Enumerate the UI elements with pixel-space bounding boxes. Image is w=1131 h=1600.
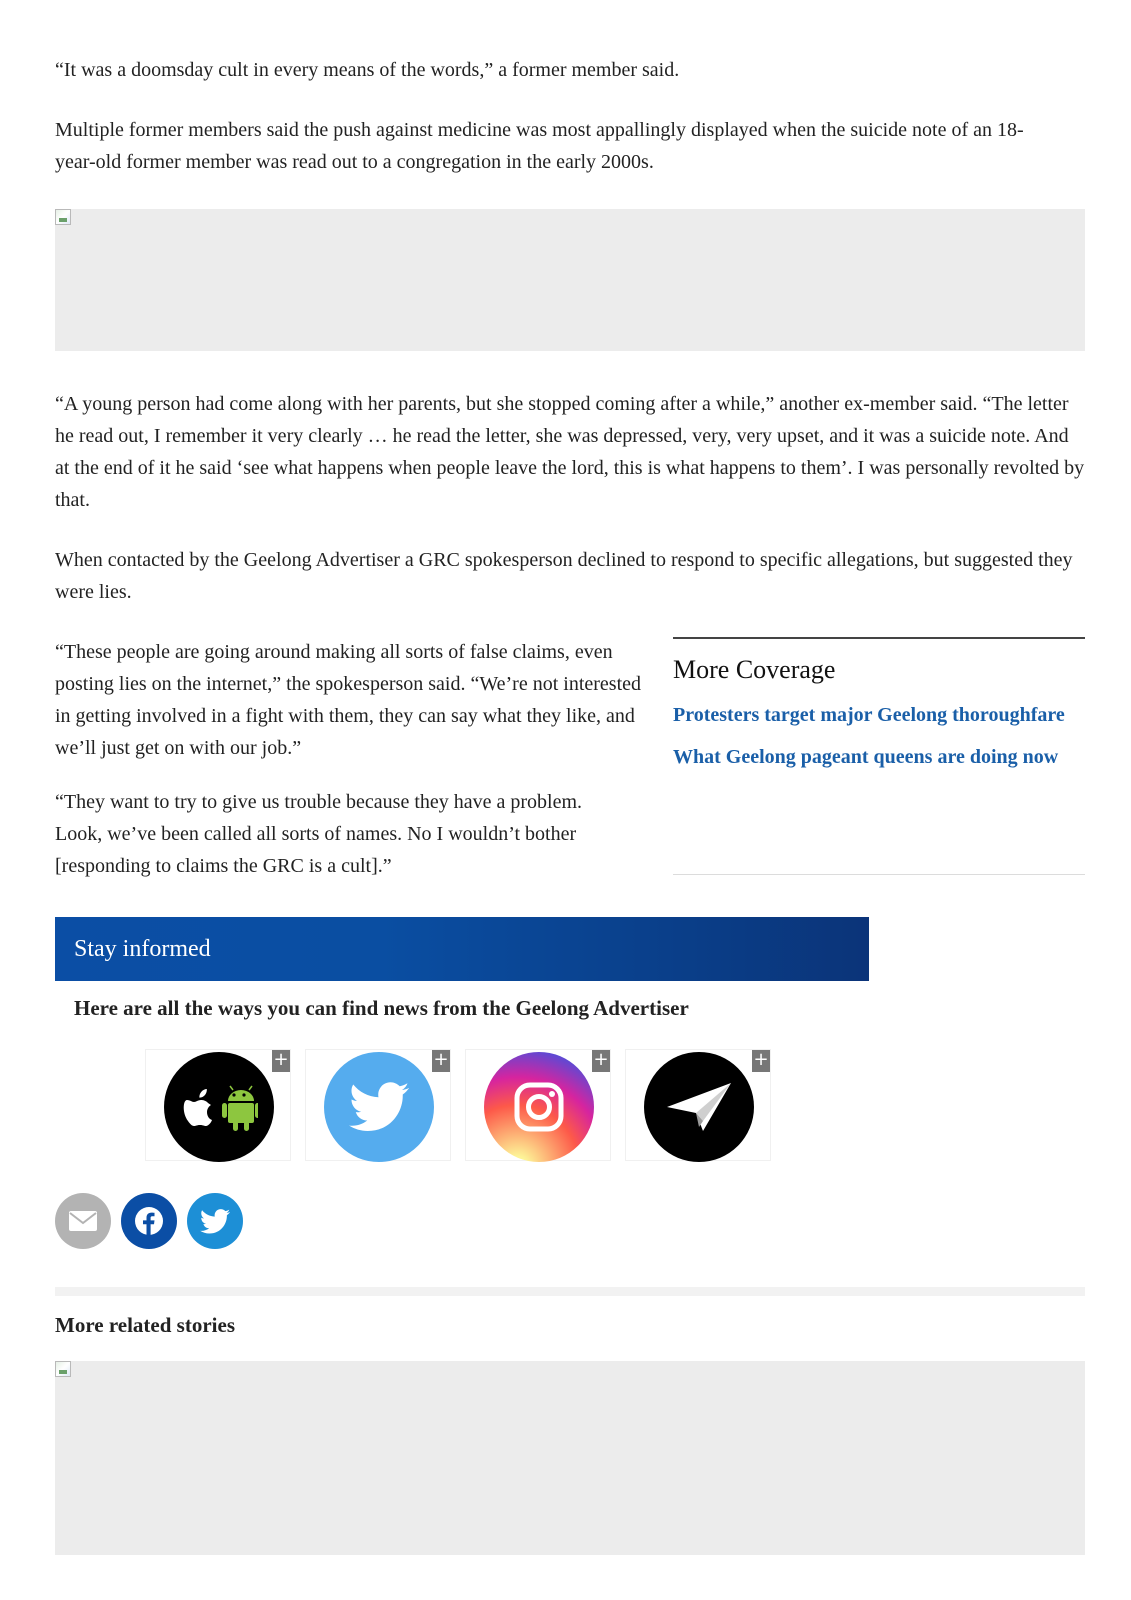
article-paragraph: “They want to try to give us trouble because they have a problem. Look, we’ve been called all sorts of names. No I wouldn’t bother [responding to claims the GRC is a cult].” (55, 791, 583, 877)
twitter-follow-tile[interactable] (305, 1049, 451, 1161)
instagram-follow-tile[interactable] (465, 1049, 611, 1161)
add-icon: + (433, 1049, 449, 1070)
related-story-image[interactable] (55, 1361, 1085, 1555)
more-coverage-box (673, 637, 1085, 875)
broken-image-icon (55, 209, 71, 225)
add-icon: + (593, 1049, 609, 1070)
article-paragraph: “A young person had come along with her parents, but she stopped coming after a while,” another ex-member said. “The letter he read out, I remember it very clearly … he read the letter, she was depressed, very, very upset, and it was a suicide note. And at the end of it he said ‘see what happens when people leave the lord, this is what happens to them’. I was personally revolted by that. (55, 393, 1085, 511)
follow-channels (145, 1049, 771, 1161)
twitter-icon (324, 1052, 434, 1162)
paper-plane-icon (644, 1052, 754, 1162)
article-paragraph: Multiple former members said the push against medicine was most appallingly displayed when the suicide note of an 18-year-old former member was read out to a congregation in the early 2000s. (55, 119, 1024, 173)
broken-image-icon (55, 1361, 71, 1377)
article-paragraph-group (55, 636, 655, 904)
apple-android-icon (164, 1052, 274, 1162)
article-paragraph: “These people are going around making all sorts of false claims, even posting lies on the internet,” the spokesperson said. “We’re not interested in getting involved in a fight with them, they can say what they like, and we’ll just get on with our job.” (55, 641, 642, 759)
article-image[interactable] (55, 209, 1085, 351)
more-coverage-link[interactable]: Protesters target major Geelong thoroughfare (673, 704, 1065, 726)
article-paragraph: “It was a doomsday cult in every means of the words,” a former member said. (55, 59, 680, 81)
email-icon (68, 1210, 98, 1232)
stay-informed-subtitle: Here are all the ways you can find news from the Geelong Advertiser (74, 996, 689, 1020)
related-stories-title: More related stories (55, 1313, 235, 1337)
stay-informed-banner: Stay informed (55, 917, 869, 981)
twitter-share-button[interactable] (187, 1193, 243, 1249)
more-coverage-link[interactable]: What Geelong pageant queens are doing now (673, 746, 1059, 768)
add-icon: + (273, 1049, 289, 1070)
article-paragraph: When contacted by the Geelong Advertiser a GRC spokesperson declined to respond to specific allegations, but suggested they were lies. (55, 549, 1073, 603)
email-share-button[interactable] (55, 1193, 111, 1249)
section-divider (55, 1287, 1085, 1296)
more-coverage-title: More Coverage (673, 655, 836, 684)
twitter-icon (200, 1209, 230, 1234)
share-buttons (55, 1193, 243, 1249)
facebook-icon (133, 1205, 165, 1237)
facebook-share-button[interactable] (121, 1193, 177, 1249)
newsletter-tile[interactable] (625, 1049, 771, 1161)
add-icon: + (753, 1049, 769, 1070)
instagram-icon (484, 1052, 594, 1162)
app-download-tile[interactable] (145, 1049, 291, 1161)
